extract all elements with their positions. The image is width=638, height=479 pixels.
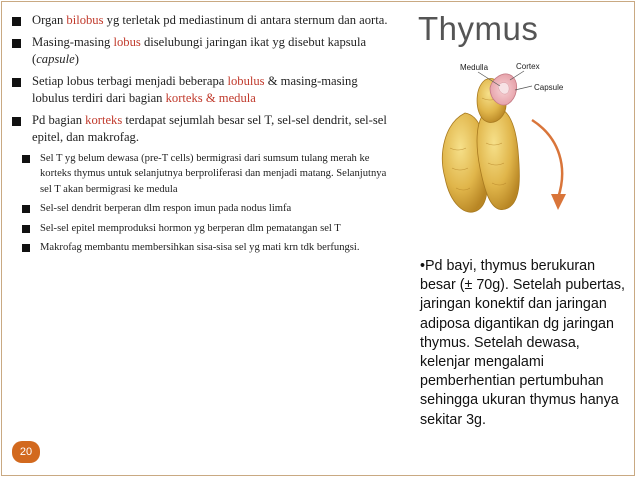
sub-bullet-text: Makrofag membantu membersihkan sisa-sisa sel yg mati krn tdk berfungsi. xyxy=(40,242,360,253)
bullet-square-icon xyxy=(12,117,21,126)
bullet-square-icon xyxy=(12,78,21,87)
bullet-square-icon xyxy=(12,39,21,48)
label-capsule: Capsule xyxy=(534,83,564,92)
sub-bullet-item xyxy=(10,151,395,198)
sub-bullet-item xyxy=(10,201,395,217)
bullet-text: yg terletak pd mediastinum di antara sternum dan aorta. xyxy=(103,13,388,27)
bullet-item xyxy=(10,12,395,30)
bullet-text: ) xyxy=(74,52,79,66)
bullet-square-icon xyxy=(22,244,30,252)
highlight-term: lobus xyxy=(113,34,141,49)
italic-term: capsule xyxy=(36,52,75,66)
sub-bullet-text: Sel T yg belum dewasa (pre-T cells) bermigrasi dari sumsum tulang merah ke korteks thymus untuk selanjutnya berproliferasi dan menjadi matang. Selanjutnya sel T akan bermigrasi ke medula xyxy=(40,152,387,195)
label-cortex: Cortex xyxy=(516,62,540,71)
highlight-term: korteks & medula xyxy=(165,91,256,105)
bullet-text: Pd bagian xyxy=(32,112,86,127)
bullet-square-icon xyxy=(22,205,30,213)
sub-bullet-item xyxy=(10,240,395,256)
sub-bullet-text: Sel-sel epitel memproduksi hormon yg berperan dlm pematangan sel T xyxy=(40,222,341,234)
bullet-item xyxy=(10,73,395,108)
bullet-text: Setiap lobus terbagi menjadi beberapa xyxy=(32,73,228,88)
bullet-list xyxy=(10,12,395,260)
bullet-text: Masing-masing xyxy=(32,34,114,49)
shrink-arrow-icon xyxy=(532,120,562,198)
bullet-text: & masing-masing lobulus terdiri dari bagian xyxy=(32,73,358,105)
thymus-size-description: •Pd bayi, thymus berukuran besar (± 70g). Setelah pubertas, jaringan konektif dan jaringan adiposa digantikan dg jaringan thymus. Setelah dewasa, kelenjar mengalami pemberhentian pertumbuhan sehingga ukuran thymus hanya sekitar 3g. xyxy=(420,258,625,428)
bullet-text: terdapat sejumlah besar sel T, sel-sel dendrit, sel-sel epitel, dan makrofag. xyxy=(32,112,387,144)
bullet-item xyxy=(10,34,395,69)
bullet-square-icon xyxy=(22,155,30,163)
bullet-text: diselubungi jaringan ikat yg disebut kapsula ( xyxy=(32,34,367,66)
label-medulla: Medulla xyxy=(460,63,489,72)
thymus-illustration xyxy=(420,58,590,228)
bullet-square-icon xyxy=(22,225,30,233)
highlight-term: bilobus xyxy=(66,13,104,27)
highlight-term: lobulus xyxy=(227,73,265,88)
bullet-text: Organ xyxy=(32,13,67,27)
highlight-term: korteks xyxy=(85,112,123,127)
sub-bullet-text: Sel-sel dendrit berperan dlm respon imun pada nodus limfa xyxy=(40,203,292,214)
bullet-item xyxy=(10,112,395,147)
page-number-badge: 20 xyxy=(12,441,40,463)
slide-title: Thymus xyxy=(418,10,539,47)
sub-bullet-item xyxy=(10,221,395,237)
bullet-square-icon xyxy=(12,17,21,26)
